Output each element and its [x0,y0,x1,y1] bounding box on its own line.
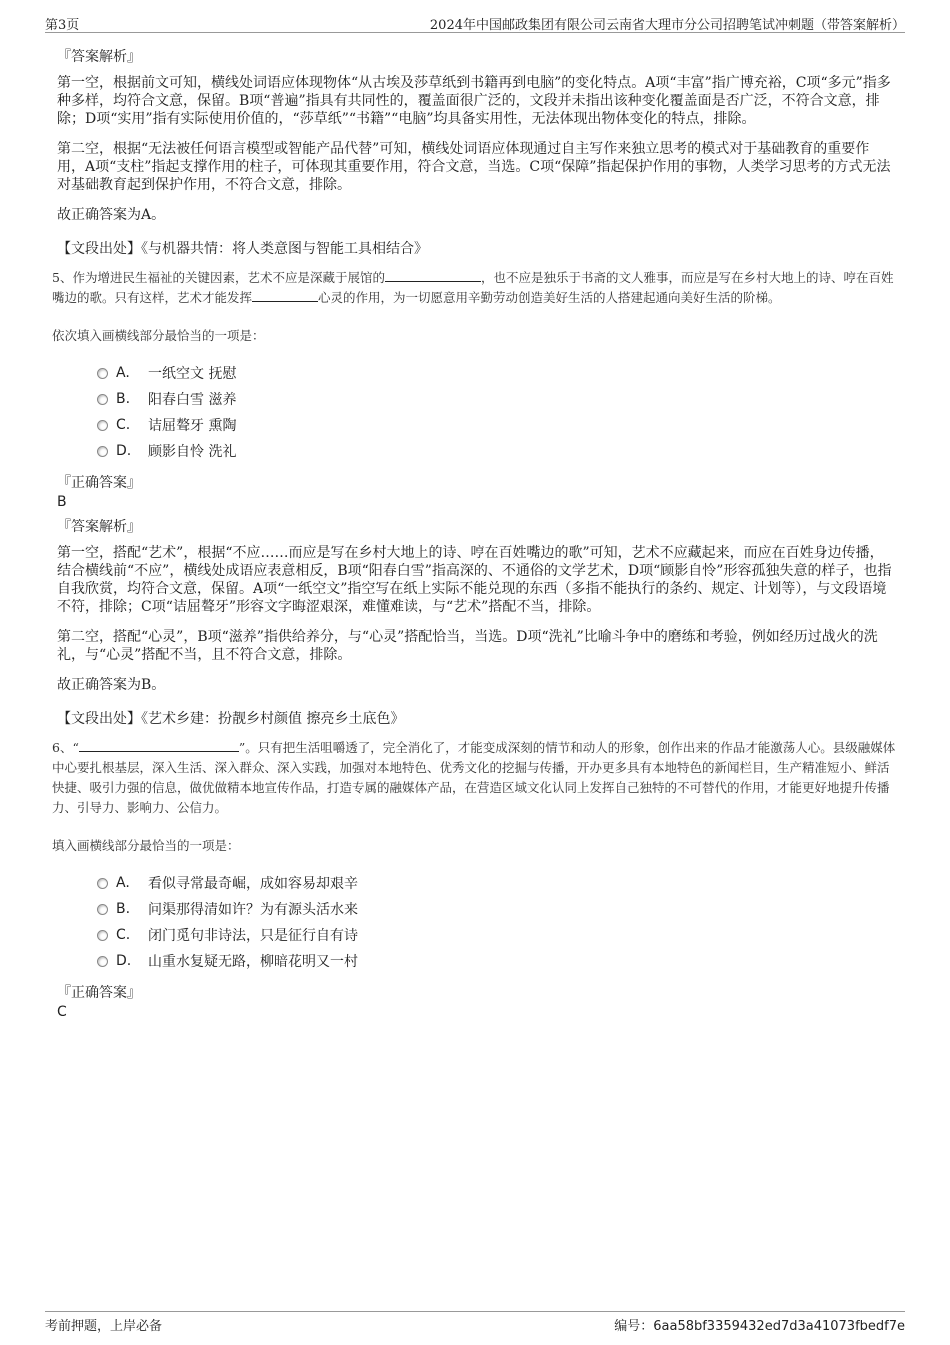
question-5-options [97,360,892,464]
analysis-paragraph: 第二空，根据“无法被任何语言模型或智能产品代替”可知，横线处词语应体现通过自主写作来独立思考的模式对于基础教育的重要作用，A项“支柱”指起支撑作用的柱子，可体现其重要作用，符合文意，当选。C项“保障”指起保护作用的事物，人类学习思考的方式无法对基础教育起到保护作用，不符合文意，排除。 [57,141,891,193]
option-d[interactable]: D. 山重水复疑无路，柳暗花明又一村 [97,948,892,974]
question-6-options [97,870,892,974]
radio-icon[interactable] [97,446,108,457]
analysis-paragraph: 第二空，搭配“心灵”，B项“滋养”指供给养分，与“心灵”搭配恰当，当选。D项“洗礼”比喻斗争中的磨练和考验，例如经历过战火的洗礼，与“心灵”搭配不当，且不符合文意，排除。 [57,629,878,663]
document-title: 2024年中国邮政集团有限公司云南省大理市分公司招聘笔试冲刺题（带答案解析） [429,18,905,33]
document-id: 编号：6aa58bf3359432ed7d3a41073fbedf7e [614,1319,905,1334]
analysis-label: 『答案解析』 [57,519,141,535]
correct-answer-label: 『正确答案』 [57,985,141,1001]
radio-icon[interactable] [97,956,108,967]
radio-icon[interactable] [97,420,108,431]
radio-icon[interactable] [97,368,108,379]
option-b[interactable]: B. 问渠那得清如许？为有源头活水来 [97,896,892,922]
option-d[interactable]: D. 顾影自怜 洗礼 [97,438,892,464]
correct-answer: C [57,1004,67,1020]
radio-icon[interactable] [97,878,108,889]
page-number: 第3页 [45,18,80,33]
conclusion: 故正确答案为B。 [57,677,166,693]
analysis-paragraph: 第一空，根据前文可知，横线处词语应体现物体“从古埃及莎草纸到书籍再到电脑”的变化特点。A项“丰富”指广博充裕，C项“多元”指多种多样，均符合文意，保留。B项“普遍”指具有共同性的，覆盖面很广泛的，文段并未指出该种变化覆盖面是否广泛，不符合文意，排除；D项“实用”指有实际使用价值的，“莎草纸”“书籍”“电脑”均具备实用性，无法体现出物体变化的特点，排除。 [57,75,891,127]
correct-answer: B [57,494,67,510]
fill-blank [79,738,239,752]
analysis-label: 『答案解析』 [57,49,141,65]
page-footer [45,1311,905,1335]
option-a[interactable]: A. 看似寻常最奇崛，成如容易却艰辛 [97,870,892,896]
fill-blank [252,288,318,302]
conclusion: 故正确答案为A。 [57,207,166,223]
radio-icon[interactable] [97,904,108,915]
option-c[interactable]: C. 诘屈聱牙 熏陶 [97,412,892,438]
question-prompt: 填入画横线部分最恰当的一项是： [52,838,240,853]
question-6-stem: 6、“ ”。只有把生活咀嚼透了，完全消化了，才能变成深刻的情节和动人的形象，创作出来的作品才能激荡人心。县级融媒体中心要扎根基层，深入生活、深入群众、深入实践，加强对本地特色、优秀文化的挖掘与传播，开办更多具有本地特色的新闻栏目，生产精准短小、鲜活快捷、吸引力强的信息，做优做精本地宣传作品，打造专属的融媒体产品，在营造区域文化认同上发挥自己独特的不可替代的作用，才能更好地提升传播力、引导力、影响力、公信力。 [52,740,896,815]
radio-icon[interactable] [97,394,108,405]
option-b[interactable]: B. 阳春白雪 滋养 [97,386,892,412]
option-a[interactable]: A. 一纸空文 抚慰 [97,360,892,386]
footer-slogan: 考前押题，上岸必备 [45,1319,163,1334]
radio-icon[interactable] [97,930,108,941]
option-c[interactable]: C. 闭门觅句非诗法，只是征行自有诗 [97,922,892,948]
correct-answer-label: 『正确答案』 [57,475,141,491]
document-body [52,46,896,1026]
source-citation: 【文段出处】《与机器共情：将人类意图与智能工具相结合》 [57,241,428,257]
fill-blank [385,268,481,282]
source-citation: 【文段出处】《艺术乡建：扮靓乡村颜值 擦亮乡土底色》 [57,711,405,727]
question-prompt: 依次填入画横线部分最恰当的一项是： [52,328,265,343]
question-5-stem: 5、作为增进民生福祉的关键因素，艺术不应是深藏于展馆的 ，也不应是独乐于书斋的文人雅事，而应是写在乡村大地上的诗、哼在百姓嘴边的歌。只有这样，艺术才能发挥 心灵的作用，为一切愿意用辛勤劳动创造美好生活的人搭建起通向美好生活的阶梯。 [52,270,894,305]
page-header [45,14,905,33]
analysis-paragraph: 第一空，搭配“艺术”，根据“不应……而应是写在乡村大地上的诗、哼在百姓嘴边的歌”可知，艺术不应藏起来，而应在百姓身边传播，结合横线前“不应”，横线处成语应表意相反，B项“阳春白雪”指高深的、不通俗的文学艺术，D项“顾影自怜”形容孤独失意的样子，也指自我欣赏，均符合文意，保留。A项“一纸空文”指空写在纸上实际不能兑现的东西（多指不能执行的条约、规定、计划等），与文段语境不符，排除；C项“诘屈聱牙”形容文字晦涩艰深，难懂难读，与“艺术”搭配不当，排除。 [57,545,892,615]
